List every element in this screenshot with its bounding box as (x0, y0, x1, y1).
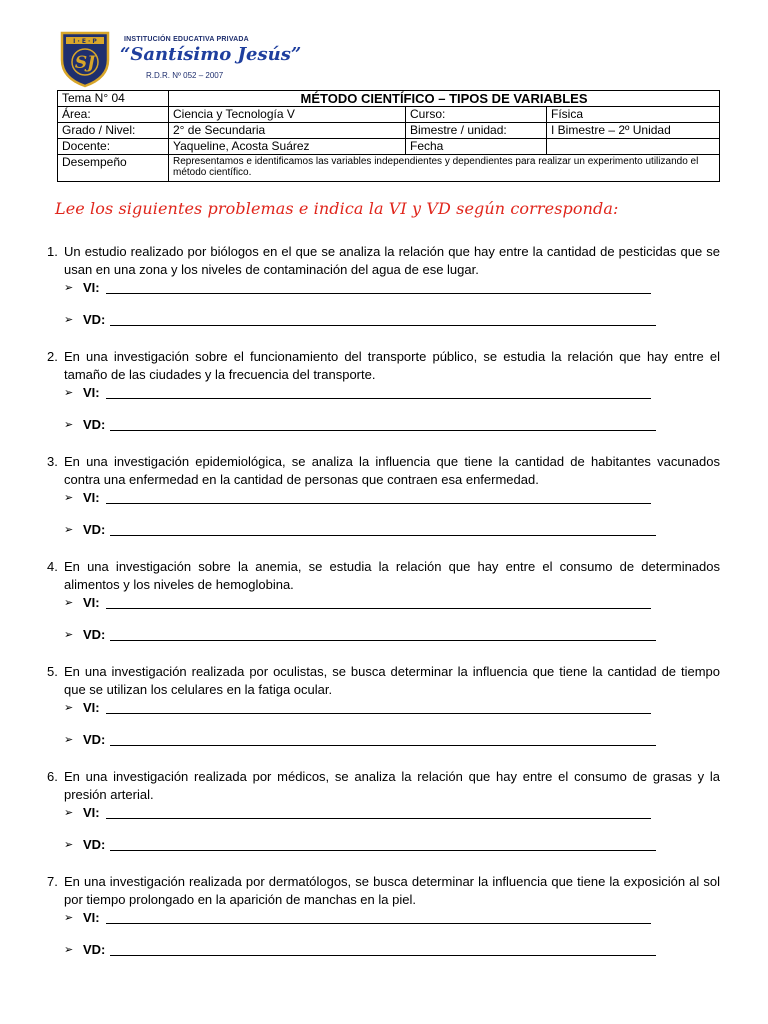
vi-answer-line[interactable] (44, 909, 720, 927)
table-row (58, 139, 720, 155)
table-row (58, 107, 720, 123)
tema-label: Tema N° 04 (58, 91, 169, 107)
vd-label: VD: (83, 627, 106, 642)
vi-answer-line[interactable] (44, 279, 720, 297)
vd-answer-line[interactable] (44, 416, 720, 434)
question-item (44, 453, 720, 539)
table-row (58, 123, 720, 139)
vi-answer-line[interactable] (44, 384, 720, 402)
arrow-bullet-icon: ➢ (64, 419, 74, 431)
arrow-bullet-icon: ➢ (64, 839, 74, 851)
vd-blank[interactable] (110, 640, 656, 641)
svg-text:I · E · P: I · E · P (73, 38, 97, 45)
school-name: “Santísimo Jesús” (120, 44, 302, 65)
question-text: En una investigación sobre la anemia, se estudia la relación que hay entre el consumo de determinados alimentos y los niveles de hemoglobina. (64, 559, 720, 592)
vi-answer-line[interactable] (44, 489, 720, 507)
vd-blank[interactable] (110, 535, 656, 536)
fecha-label: Fecha (406, 139, 547, 155)
area-label: Área: (58, 107, 169, 123)
vi-label: VI: (83, 910, 100, 925)
vi-answer-line[interactable] (44, 804, 720, 822)
vi-answer-line[interactable] (44, 594, 720, 612)
grado-label: Grado / Nivel: (58, 123, 169, 139)
question-text: Un estudio realizado por biólogos en el que se analiza la relación que hay entre la cantidad de pesticidas que se usan en una zona y los niveles de contaminación del agua de ese lugar. (64, 244, 720, 277)
vi-blank[interactable] (106, 923, 651, 924)
vi-label: VI: (83, 805, 100, 820)
vd-label: VD: (83, 417, 106, 432)
vi-label: VI: (83, 700, 100, 715)
question-number: 5. (47, 664, 58, 679)
question-number: 1. (47, 244, 58, 259)
vd-label: VD: (83, 942, 106, 957)
arrow-bullet-icon: ➢ (64, 734, 74, 746)
vi-answer-line[interactable] (44, 699, 720, 717)
question-number: 3. (47, 454, 58, 469)
desempeno-value: Representamos e identificamos las variables independientes y dependientes para realizar un experimento utilizando el método científico. (169, 155, 720, 182)
vd-blank[interactable] (110, 955, 656, 956)
docente-label: Docente: (58, 139, 169, 155)
vd-answer-line[interactable] (44, 731, 720, 749)
vd-label: VD: (83, 522, 106, 537)
vd-answer-line[interactable] (44, 836, 720, 854)
question-text: En una investigación realizada por oculistas, se busca determinar la influencia que tiene la cantidad de tiempo que se utilizan los celulares en la fatiga ocular. (64, 664, 720, 697)
question-number: 2. (47, 349, 58, 364)
vd-blank[interactable] (110, 745, 656, 746)
institution-line: INSTITUCIÓN EDUCATIVA PRIVADA (124, 36, 249, 43)
question-item (44, 663, 720, 749)
question-item (44, 768, 720, 854)
vi-blank[interactable] (106, 293, 651, 294)
rdr-number: R.D.R. Nº 052 – 2007 (146, 71, 224, 80)
curso-value: Física (547, 107, 720, 123)
question-text: En una investigación realizada por médicos, se analiza la relación que hay entre el consumo de grasas y la presión arterial. (64, 769, 720, 802)
question-text: En una investigación epidemiológica, se analiza la influencia que tiene la cantidad de habitantes vacunados contra una enfermedad en la cantidad de personas que contraen esa enfermedad. (64, 454, 720, 487)
vi-blank[interactable] (106, 503, 651, 504)
worksheet-title: MÉTODO CIENTÍFICO – TIPOS DE VARIABLES (169, 91, 720, 107)
question-text: En una investigación realizada por dermatólogos, se busca determinar la influencia que tiene la exposición al sol por tiempo prolongado en la aparición de manchas en la piel. (64, 874, 720, 907)
question-number: 6. (47, 769, 58, 784)
bimestre-label: Bimestre / unidad: (406, 123, 547, 139)
arrow-bullet-icon: ➢ (64, 807, 74, 819)
docente-value: Yaqueline, Acosta Suárez (169, 139, 406, 155)
vi-label: VI: (83, 385, 100, 400)
grado-value: 2° de Secundaria (169, 123, 406, 139)
vd-answer-line[interactable] (44, 941, 720, 959)
arrow-bullet-icon: ➢ (64, 282, 74, 294)
instruction-heading: Lee los siguientes problemas e indica la VI y VD según corresponda: (55, 199, 619, 218)
question-item (44, 243, 720, 329)
arrow-bullet-icon: ➢ (64, 944, 74, 956)
arrow-bullet-icon: ➢ (64, 524, 74, 536)
vd-label: VD: (83, 312, 106, 327)
question-list (44, 243, 720, 959)
desempeno-label: Desempeño (58, 155, 169, 182)
school-logo (59, 30, 111, 88)
area-value: Ciencia y Tecnología V (169, 107, 406, 123)
shield-icon (59, 30, 111, 88)
vi-blank[interactable] (106, 818, 651, 819)
arrow-bullet-icon: ➢ (64, 314, 74, 326)
vi-label: VI: (83, 595, 100, 610)
vd-blank[interactable] (110, 325, 656, 326)
arrow-bullet-icon: ➢ (64, 629, 74, 641)
curso-label: Curso: (406, 107, 547, 123)
vi-label: VI: (83, 490, 100, 505)
vi-label: VI: (83, 280, 100, 295)
vd-label: VD: (83, 732, 106, 747)
vd-label: VD: (83, 837, 106, 852)
info-table (57, 90, 720, 182)
arrow-bullet-icon: ➢ (64, 702, 74, 714)
table-row (58, 155, 720, 182)
vi-blank[interactable] (106, 398, 651, 399)
vi-blank[interactable] (106, 713, 651, 714)
bimestre-value: I Bimestre – 2º Unidad (547, 123, 720, 139)
vd-blank[interactable] (110, 430, 656, 431)
vd-answer-line[interactable] (44, 311, 720, 329)
vi-blank[interactable] (106, 608, 651, 609)
question-item (44, 348, 720, 434)
fecha-value[interactable] (547, 139, 720, 155)
question-item (44, 873, 720, 959)
arrow-bullet-icon: ➢ (64, 492, 74, 504)
question-item (44, 558, 720, 644)
arrow-bullet-icon: ➢ (64, 912, 74, 924)
vd-blank[interactable] (110, 850, 656, 851)
question-number: 4. (47, 559, 58, 574)
arrow-bullet-icon: ➢ (64, 597, 74, 609)
question-number: 7. (47, 874, 58, 889)
table-row (58, 91, 720, 107)
vd-answer-line[interactable] (44, 626, 720, 644)
vd-answer-line[interactable] (44, 521, 720, 539)
arrow-bullet-icon: ➢ (64, 387, 74, 399)
svg-text:SJ: SJ (74, 53, 96, 73)
question-text: En una investigación sobre el funcionamiento del transporte público, se estudia la relación que hay entre el tamaño de las ciudades y la frecuencia del transporte. (64, 349, 720, 382)
